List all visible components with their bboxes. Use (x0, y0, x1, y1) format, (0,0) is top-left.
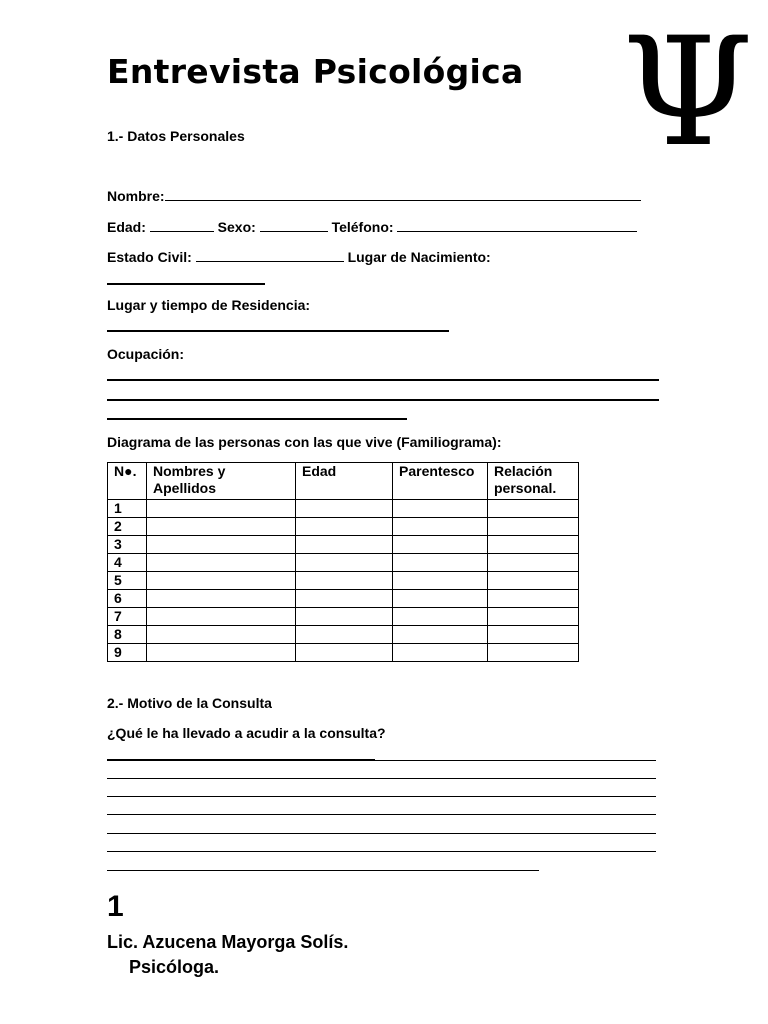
table-row (108, 626, 579, 644)
motivo-line-4[interactable] (107, 814, 656, 815)
ocupacion-label: Ocupación: (107, 346, 185, 362)
sexo-label: Sexo: (217, 219, 256, 235)
motivo-line-7[interactable] (107, 870, 539, 871)
edad-field[interactable] (150, 220, 214, 232)
author-name: Lic. Azucena Mayorga Solís. (107, 932, 349, 952)
cell-parentesco[interactable] (393, 644, 488, 662)
table-row (108, 536, 579, 554)
estado-civil-field[interactable] (196, 250, 344, 262)
consulta-question: ¿Qué le ha llevado a acudir a la consulta? (107, 725, 386, 741)
cell-relacion[interactable] (488, 626, 579, 644)
cell-edad[interactable] (296, 626, 393, 644)
row-number: 2 (108, 518, 147, 536)
cell-nombres[interactable] (147, 572, 296, 590)
cell-parentesco[interactable] (393, 536, 488, 554)
estado-civil-row (107, 249, 491, 266)
cell-relacion[interactable] (488, 500, 579, 518)
telefono-label: Teléfono: (331, 219, 394, 235)
motivo-line-1a[interactable] (107, 759, 375, 761)
motivo-line-3[interactable] (107, 796, 656, 797)
cell-nombres[interactable] (147, 590, 296, 608)
col-header-parentesco: Parentesco (393, 463, 488, 500)
cell-nombres[interactable] (147, 518, 296, 536)
cell-relacion[interactable] (488, 554, 579, 572)
nombre-field[interactable] (165, 189, 641, 201)
cell-edad[interactable] (296, 608, 393, 626)
cell-edad[interactable] (296, 554, 393, 572)
row-number: 8 (108, 626, 147, 644)
col-header-edad: Edad (296, 463, 393, 500)
residencia-field[interactable] (107, 330, 449, 332)
nombre-label: Nombre: (107, 188, 165, 204)
motivo-line-1b[interactable] (375, 760, 656, 761)
row-number: 6 (108, 590, 147, 608)
ocupacion-line-2[interactable] (107, 399, 659, 401)
cell-parentesco[interactable] (393, 554, 488, 572)
cell-parentesco[interactable] (393, 590, 488, 608)
cell-edad[interactable] (296, 536, 393, 554)
sexo-field[interactable] (260, 220, 328, 232)
table-header-row (108, 463, 579, 500)
ocupacion-line-1[interactable] (107, 379, 659, 381)
familiograma-table (107, 462, 579, 662)
page-title: Entrevista Psicológica (107, 52, 524, 91)
table-row (108, 590, 579, 608)
col-header-nombres: Nombres y Apellidos (147, 463, 296, 500)
cell-relacion[interactable] (488, 572, 579, 590)
cell-nombres[interactable] (147, 626, 296, 644)
row-number: 4 (108, 554, 147, 572)
telefono-field[interactable] (397, 220, 637, 232)
cell-edad[interactable] (296, 518, 393, 536)
cell-relacion[interactable] (488, 536, 579, 554)
motivo-line-5[interactable] (107, 833, 656, 834)
psi-symbol-icon: Ψ (622, 6, 754, 180)
cell-edad[interactable] (296, 644, 393, 662)
row-number: 9 (108, 644, 147, 662)
cell-nombres[interactable] (147, 554, 296, 572)
cell-nombres[interactable] (147, 644, 296, 662)
lugar-nacimiento-label: Lugar de Nacimiento: (347, 249, 491, 265)
cell-parentesco[interactable] (393, 518, 488, 536)
edad-label: Edad: (107, 219, 146, 235)
cell-relacion[interactable] (488, 644, 579, 662)
cell-edad[interactable] (296, 572, 393, 590)
cell-nombres[interactable] (147, 536, 296, 554)
cell-parentesco[interactable] (393, 500, 488, 518)
cell-parentesco[interactable] (393, 572, 488, 590)
cell-relacion[interactable] (488, 518, 579, 536)
table-row (108, 608, 579, 626)
nombre-row (107, 188, 641, 205)
cell-relacion[interactable] (488, 590, 579, 608)
row-number: 1 (108, 500, 147, 518)
table-row (108, 644, 579, 662)
familiograma-label: Diagrama de las personas con las que vive (Familiograma): (107, 434, 502, 450)
table-row (108, 554, 579, 572)
cell-nombres[interactable] (147, 608, 296, 626)
section-2-heading: 2.- Motivo de la Consulta (107, 695, 272, 711)
table-row (108, 518, 579, 536)
ocupacion-line-3[interactable] (107, 418, 407, 420)
col-header-numero: N●. (108, 463, 147, 500)
cell-relacion[interactable] (488, 608, 579, 626)
cell-edad[interactable] (296, 590, 393, 608)
row-number: 3 (108, 536, 147, 554)
motivo-line-6[interactable] (107, 851, 656, 852)
cell-parentesco[interactable] (393, 608, 488, 626)
row-number: 7 (108, 608, 147, 626)
table-row (108, 572, 579, 590)
estado-civil-label: Estado Civil: (107, 249, 192, 265)
residencia-label: Lugar y tiempo de Residencia: (107, 297, 311, 313)
section-1-heading: 1.- Datos Personales (107, 128, 245, 144)
row-number: 5 (108, 572, 147, 590)
cell-nombres[interactable] (147, 500, 296, 518)
author-role: Psicóloga. (129, 957, 220, 977)
lugar-nacimiento-field[interactable] (107, 283, 265, 285)
cell-edad[interactable] (296, 500, 393, 518)
cell-parentesco[interactable] (393, 626, 488, 644)
col-header-relacion: Relación personal. (488, 463, 579, 500)
table-row (108, 500, 579, 518)
page-number: 1 (107, 890, 124, 923)
motivo-line-2[interactable] (107, 778, 656, 779)
edad-sexo-telefono-row (107, 219, 637, 236)
